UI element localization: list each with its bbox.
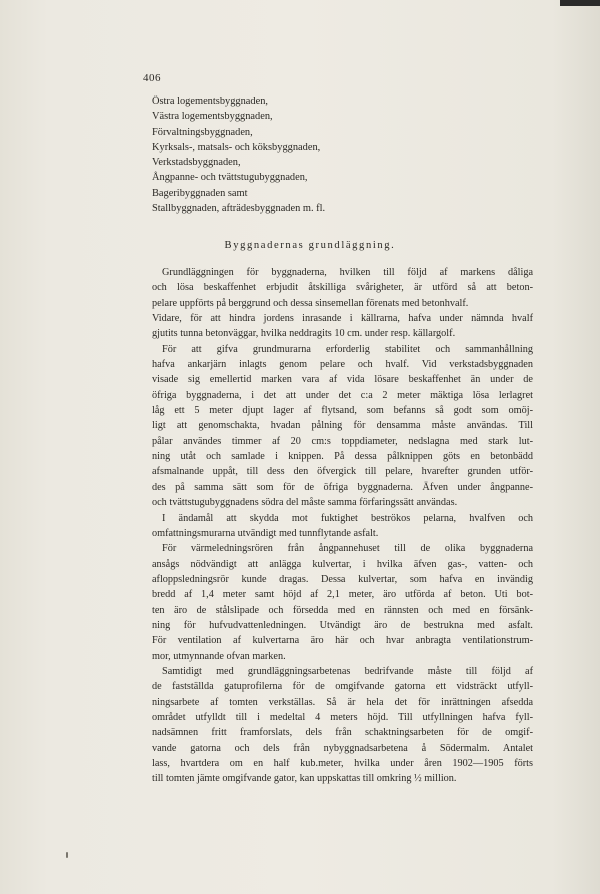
body-line: I ändamål att skydda mot fuktighet beströkos pelarna, hvalfven och bbox=[162, 512, 533, 524]
body-line: hafva ankarjärn inlagts genom pelare och hvalf. Vid verkstadsbyggnaden bbox=[152, 359, 533, 371]
body-line: ning utåt och samlade i knippen. På dessa pålknippen göts en betonbädd bbox=[152, 451, 533, 463]
building-list bbox=[152, 94, 452, 216]
body-line: Vidare, för att hindra jordens inrasande i källrarna, hafva under nämnda hvalf bbox=[152, 313, 533, 325]
body-line: låg ett 5 meter djupt lager af flytsand, som befanns så godt som omöj- bbox=[152, 405, 533, 417]
body-line: pelare uppförts på berggrund och dessa sinsemellan förenats med betonhvalf. bbox=[152, 297, 469, 309]
body-line: pålar användes timmer af 20 cm:s toppdiameter, nedslagna med stark lut- bbox=[152, 435, 533, 447]
body-line: ansågs nödvändigt att anlägga kulvertar, i hvilka äfven gas-, vatten- och bbox=[152, 558, 533, 570]
page-speck bbox=[66, 852, 68, 858]
body-line: För ventilation af kulvertarna äro här och hvar anbragta ventilationstrum- bbox=[152, 635, 533, 647]
body-line: gjutits tunna betonväggar, hvilka neddragits 10 cm. under resp. källargolf. bbox=[152, 328, 456, 340]
body-line: För att gifva grundmurarna erforderlig stabilitet och sammanhållning bbox=[162, 343, 533, 355]
body-line: afloppsledningsrör kunde dragas. Dessa kulvertar, som hafva en invändig bbox=[152, 573, 533, 585]
body-line: ligt att genomschakta, hvadan pålning för densamma måste användas. Till bbox=[152, 420, 533, 432]
body-line: mor, utmynnande ofvan marken. bbox=[152, 650, 286, 662]
body-line: För värmeledningsrören från ångpannehuset till de olika byggnaderna bbox=[162, 543, 533, 555]
page-edge-shadow bbox=[560, 0, 600, 6]
body-line: nadsämnen fritt framforslats, dels från schaktningsarbeten för de omgif- bbox=[152, 727, 533, 739]
body-line: afsmalnande uppåt, till dess den öfvergick till pelare, hvarefter grunden utför- bbox=[152, 466, 533, 478]
page-number: 406 bbox=[143, 72, 161, 84]
building-list-item: Östra logementsbyggnaden, bbox=[152, 96, 269, 107]
building-list-item: Stallbyggnaden, afträdesbyggnaden m. fl. bbox=[152, 203, 326, 215]
section-heading: Byggnadernas grundläggning. bbox=[224, 240, 396, 251]
body-line: des på samma sätt som för de öfriga byggnaderna. Äfven under ångpanne- bbox=[152, 481, 533, 493]
building-list-item: Bageribyggnaden samt bbox=[152, 187, 248, 199]
body-line: Samtidigt med grundläggningsarbetenas bedrifvande måste till följd af bbox=[162, 665, 533, 677]
building-list-item: Verkstadsbyggnaden, bbox=[152, 157, 241, 169]
body-line: ningsarbete af tomten verkställas. Så är hela det för inrättningen afsedda bbox=[152, 696, 533, 708]
body-line: öfriga byggnaderna, i det att under det c:a 2 meter mäktiga lösa lerlagret bbox=[152, 389, 533, 401]
body-line: bredd af 1,4 meter samt höjd af 2,1 meter, äro utförda af beton. Uti bot- bbox=[152, 589, 533, 601]
body-line: lass, hvartdera om en half kub.meter, hvilka under åren 1902—1905 förts bbox=[152, 758, 533, 769]
body-line: ning för hufvudvattenledningen. Utvändigt äro de bestrukna med asfalt. bbox=[152, 619, 533, 631]
body-line: till tomten jämte omgifvande gator, kan uppskattas till omkring ½ million. bbox=[152, 773, 457, 785]
body-line: visade sig emellertid marken vara af vida lösare beskaffenhet än under de bbox=[152, 374, 533, 386]
body-line: och tvättstugubyggnadens södra del måste samma förfaringssätt användas. bbox=[152, 497, 458, 509]
body-line: Grundläggningen för byggnaderna, hvilken till följd af markens dåliga bbox=[162, 267, 533, 278]
body-line: vande gatorna och dels från nybyggnadsarbetena å Södermalm. Antalet bbox=[152, 742, 533, 754]
building-list-item: Ångpanne- och tvättstugubyggnaden, bbox=[152, 172, 308, 184]
body-line: de fastställda gatuprofilerna för de omgifvande gatorna ett vidsträckt utfyll- bbox=[152, 681, 533, 693]
body-line: ten äro de stålslipade och försedda med en rännsten och med en försänk- bbox=[152, 604, 533, 616]
building-list-item: Förvaltningsbyggnaden, bbox=[152, 126, 253, 138]
body-line: omfattningsmurarna utvändigt med tunnflytande asfalt. bbox=[152, 527, 379, 539]
building-list-item: Kyrksals-, matsals- och köksbyggnaden, bbox=[152, 141, 321, 153]
body-line: området utfylldt till i medeltal 4 meters höjd. Till utfyllningen hafva fyll- bbox=[152, 711, 533, 723]
building-list-item: Västra logementsbyggnaden, bbox=[152, 111, 273, 123]
body-text bbox=[152, 265, 533, 787]
body-line: och lösa beskaffenhet erbjudit åtskilliga svårigheter, är utförd så att beton- bbox=[152, 282, 533, 294]
